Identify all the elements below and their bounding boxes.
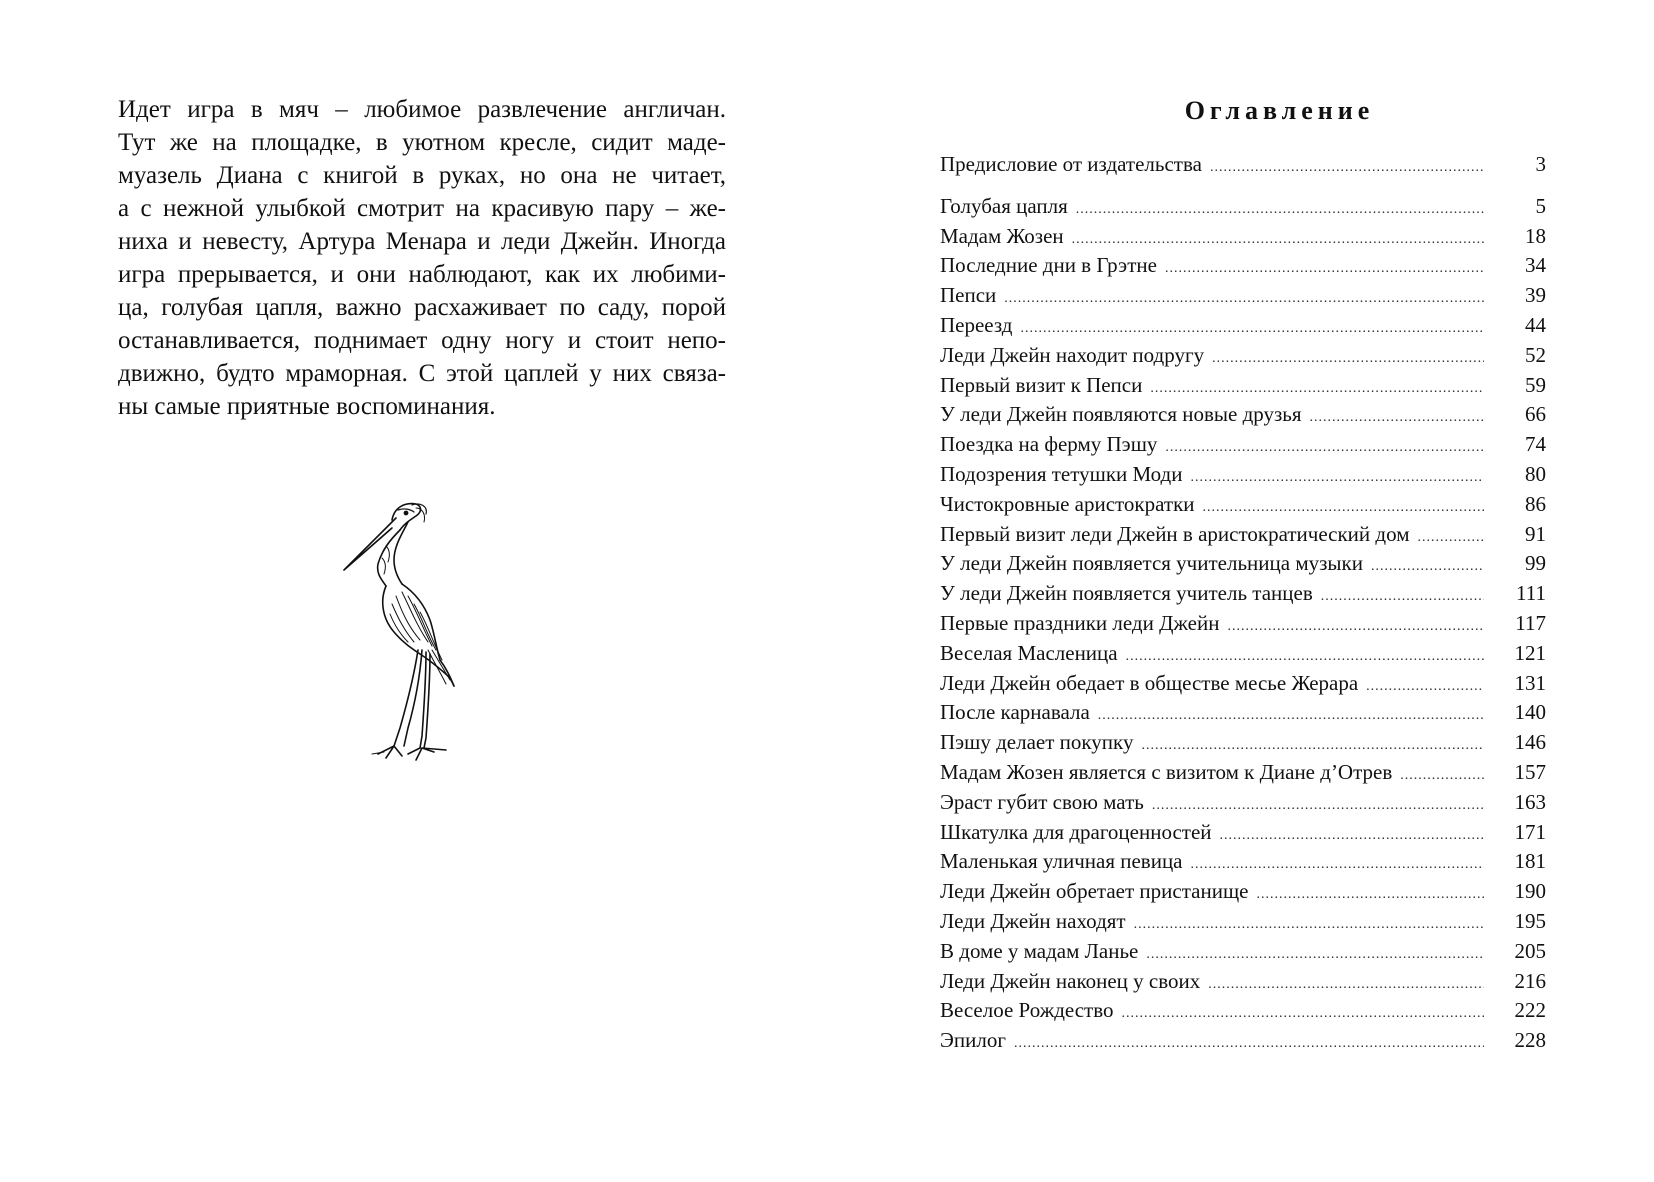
toc-dot-leader — [1152, 791, 1484, 821]
toc-entry-title: Веселое Рождество — [940, 998, 1114, 1023]
toc-entry[interactable] — [940, 341, 1546, 371]
toc-entry-title: Леди Джейн обретает пристанище — [940, 879, 1249, 904]
toc-dot-leader — [1122, 999, 1485, 1029]
toc-dot-leader — [1021, 314, 1485, 344]
toc-dot-leader — [1210, 153, 1484, 183]
toc-dot-leader — [1146, 940, 1484, 970]
paragraph-line: останавливается, поднимает одну ногу и стоит непо- — [118, 327, 726, 354]
paragraph-line: движно, будто мраморная. С этой цаплей у них связа- — [118, 360, 726, 387]
toc-entry-title: У леди Джейн появляется учительница музыки — [940, 551, 1363, 576]
toc-entry-page: 190 — [1514, 879, 1546, 904]
toc-entry-title: Пэшу делает покупку — [940, 730, 1134, 755]
toc-entry-page: 52 — [1525, 342, 1546, 367]
toc-entry[interactable] — [940, 967, 1546, 997]
story-paragraph — [118, 93, 726, 423]
toc-dot-leader — [1191, 850, 1484, 880]
toc-entry-title: Мадам Жозен — [940, 223, 1064, 248]
heron-illustration-icon — [342, 500, 472, 762]
toc-entry[interactable] — [940, 758, 1546, 788]
paragraph-line: ниха и невесту, Артура Менара и леди Джейн. Иногда — [118, 228, 726, 255]
toc-entry[interactable] — [940, 847, 1546, 877]
toc-entry-title: Маленькая уличная певица — [940, 849, 1183, 874]
right-page — [827, 0, 1654, 1182]
toc-entry[interactable] — [940, 490, 1546, 520]
paragraph-line: Идет игра в мяч – любимое развлечение англичан. — [118, 96, 726, 123]
toc-entry-page: 205 — [1514, 938, 1546, 963]
toc-entry[interactable] — [940, 460, 1546, 490]
toc-entry-page: 157 — [1514, 759, 1546, 784]
toc-entry-page: 181 — [1514, 849, 1546, 874]
toc-entry-page: 74 — [1525, 432, 1546, 457]
toc-entry-title: У леди Джейн появляется учитель танцев — [940, 581, 1313, 606]
toc-dot-leader — [1371, 552, 1484, 582]
toc-entry-page: 86 — [1525, 491, 1546, 516]
toc-entry-page: 117 — [1515, 610, 1546, 635]
toc-entry-page: 131 — [1514, 670, 1546, 695]
toc-dot-leader — [1004, 284, 1484, 314]
toc-dot-leader — [1366, 672, 1484, 702]
toc-dot-leader — [1098, 701, 1484, 731]
toc-entry-page: 44 — [1525, 312, 1546, 337]
toc-dot-leader — [1141, 731, 1484, 761]
toc-dot-leader — [1208, 970, 1484, 1000]
toc-dot-leader — [1310, 403, 1484, 433]
toc-entry-title: Первый визит к Пепси — [940, 372, 1143, 397]
toc-entry-title: Предисловие от издательства — [940, 152, 1202, 176]
paragraph-line: Тут же на площадке, в уютном кресле, сидит маде- — [118, 129, 726, 156]
toc-entry-title: Подозрения тетушки Моди — [940, 461, 1183, 486]
toc-entry[interactable] — [940, 251, 1546, 281]
toc-entry-title: В доме у мадам Ланье — [940, 938, 1139, 963]
toc-entry-title: Первые праздники леди Джейн — [940, 610, 1220, 635]
toc-entry-title: Леди Джейн находят — [940, 908, 1126, 933]
toc-entry[interactable] — [940, 877, 1546, 907]
toc-entry-page: 80 — [1525, 461, 1546, 486]
toc-dot-leader — [1072, 225, 1484, 255]
toc-dot-leader — [1165, 433, 1484, 463]
toc-entry-page: 34 — [1525, 253, 1546, 278]
toc-dot-leader — [1014, 1029, 1484, 1059]
toc-title: Оглавление — [1184, 96, 1375, 125]
toc-dot-leader — [1212, 344, 1484, 374]
toc-dot-leader — [1227, 612, 1484, 642]
toc-entry-title: Пепси — [940, 283, 997, 308]
toc-entry-page: 216 — [1514, 968, 1546, 993]
toc-dot-leader — [1076, 195, 1484, 225]
toc-entry-page: 228 — [1514, 1028, 1546, 1053]
toc-entry-page: 222 — [1514, 998, 1546, 1023]
toc-dot-leader — [1418, 523, 1485, 553]
toc-entry-page: 195 — [1514, 908, 1546, 933]
toc-entry[interactable] — [940, 579, 1546, 609]
toc-entry-page: 171 — [1514, 819, 1546, 844]
toc-entry-page: 111 — [1516, 581, 1546, 606]
table-of-contents — [940, 150, 1546, 1056]
toc-entry-title: Первый визит леди Джейн в аристократический дом — [940, 521, 1410, 546]
toc-entry[interactable] — [940, 1026, 1546, 1056]
toc-entry-title: Шкатулка для драгоценностей — [940, 819, 1212, 844]
toc-dot-leader — [1220, 821, 1484, 851]
toc-entry-title: Леди Джейн обедает в обществе месье Жерара — [940, 670, 1359, 695]
paragraph-line: ца, голубая цапля, важно расхаживает по саду, порой — [118, 294, 726, 321]
toc-entry[interactable] — [940, 996, 1546, 1026]
paragraph-line: ны самые приятные воспоминания. — [118, 393, 496, 420]
toc-dot-leader — [1400, 761, 1484, 791]
toc-entry[interactable] — [940, 400, 1546, 430]
toc-entry-title: Переезд — [940, 312, 1013, 337]
toc-entry[interactable] — [940, 788, 1546, 818]
toc-dot-leader — [1165, 254, 1484, 284]
toc-entry-page: 3 — [1535, 152, 1546, 176]
toc-entry-title: Эпилог — [940, 1028, 1006, 1053]
toc-entry-page: 66 — [1525, 402, 1546, 427]
toc-dot-leader — [1134, 910, 1484, 940]
toc-entry[interactable] — [940, 639, 1546, 669]
toc-entry[interactable] — [940, 549, 1546, 579]
toc-entry-page: 39 — [1525, 283, 1546, 308]
paragraph-line: муазель Диана с книгой в руках, но она не читает, — [118, 162, 726, 189]
toc-entry[interactable] — [940, 192, 1546, 222]
toc-dot-leader — [1256, 880, 1484, 910]
toc-entry-title: После карнавала — [940, 700, 1090, 725]
toc-entry[interactable] — [940, 669, 1546, 699]
toc-entry-page: 121 — [1514, 640, 1546, 665]
toc-entry-page: 99 — [1525, 551, 1546, 576]
toc-entry-title: Последние дни в Грэтне — [940, 253, 1157, 278]
toc-entry-page: 163 — [1514, 789, 1546, 814]
toc-entry[interactable] — [940, 371, 1546, 401]
toc-entry-title: Чистокровные аристократки — [940, 491, 1195, 516]
toc-entry-title: Голубая цапля — [940, 193, 1068, 218]
toc-dot-leader — [1203, 493, 1484, 523]
toc-entry-title: Эраст губит свою мать — [940, 789, 1144, 814]
toc-entry-title: У леди Джейн появляются новые друзья — [940, 402, 1302, 427]
toc-entry-title: Леди Джейн находит подругу — [940, 342, 1205, 367]
toc-entry[interactable] — [940, 907, 1546, 937]
toc-entry[interactable] — [940, 698, 1546, 728]
toc-dot-leader — [1150, 374, 1484, 404]
toc-entry-title: Леди Джейн наконец у своих — [940, 968, 1201, 993]
toc-entry-page: 140 — [1514, 700, 1546, 725]
toc-entry[interactable] — [940, 311, 1546, 341]
toc-dot-leader — [1321, 582, 1484, 612]
toc-entry[interactable] — [940, 281, 1546, 311]
toc-entry[interactable] — [940, 150, 1546, 180]
toc-entry[interactable] — [940, 728, 1546, 758]
toc-dot-leader — [1126, 642, 1484, 672]
toc-entry[interactable] — [940, 937, 1546, 967]
toc-dot-leader — [1190, 463, 1484, 493]
toc-entry[interactable] — [940, 520, 1546, 550]
paragraph-line: а с нежной улыбкой смотрит на красивую пару – же- — [118, 195, 726, 222]
toc-entry-title: Мадам Жозен является с визитом к Диане д’Отрев — [940, 759, 1393, 784]
toc-entry[interactable] — [940, 222, 1546, 252]
toc-entry[interactable] — [940, 609, 1546, 639]
toc-entry-title: Поездка на ферму Пэшу — [940, 432, 1158, 457]
toc-entry-title: Веселая Масленица — [940, 640, 1118, 665]
toc-entry[interactable] — [940, 818, 1546, 848]
toc-entry-page: 18 — [1525, 223, 1546, 248]
toc-entry-page: 91 — [1525, 521, 1546, 546]
toc-entry[interactable] — [940, 430, 1546, 460]
paragraph-line: игра прерывается, и они наблюдают, как их любими- — [118, 261, 726, 288]
toc-entry-page: 59 — [1525, 372, 1546, 397]
toc-entry-page: 146 — [1514, 730, 1546, 755]
toc-entry-page: 5 — [1535, 193, 1546, 218]
